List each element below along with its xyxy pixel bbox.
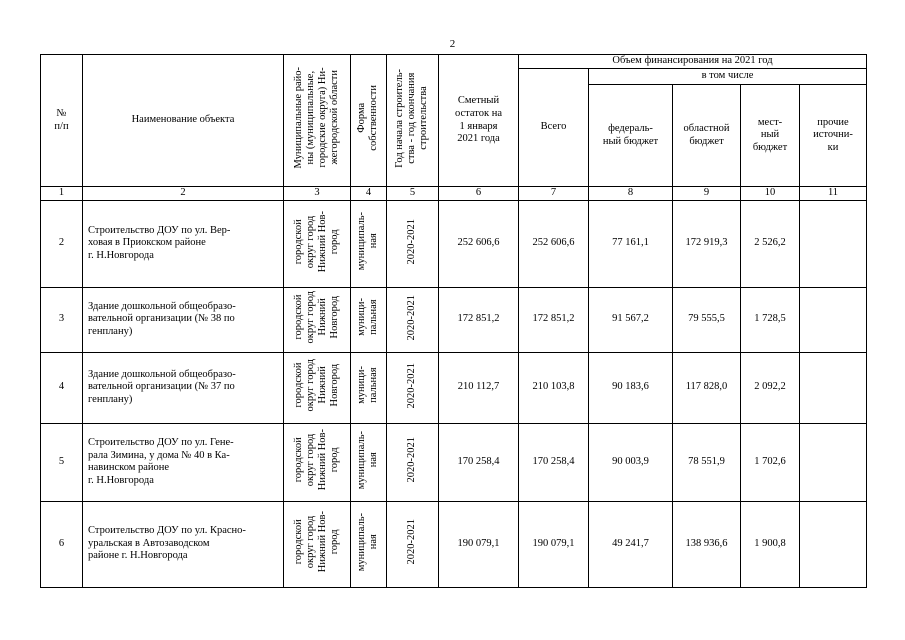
years: 2020-2021: [387, 501, 439, 587]
local: 2 092,2: [741, 352, 800, 423]
years: 2020-2021: [387, 200, 439, 287]
total: 172 851,2: [519, 287, 589, 352]
financing-table: [40, 54, 867, 588]
local: 1 702,6: [741, 423, 800, 501]
header-years: Год начала строитель- ства - год окончания строительства: [387, 55, 439, 187]
local: 1 728,5: [741, 287, 800, 352]
ownership: муници- пальная: [351, 287, 387, 352]
regional: 78 551,9: [673, 423, 741, 501]
row-num: 2: [41, 200, 83, 287]
header-funding: Объем финансирования на 2021 год: [519, 55, 867, 69]
header-district: Муниципальные райо- ны (муниципальные, городские округа) Ни- жегородской области: [284, 55, 351, 187]
ownership: муниципаль- ная: [351, 423, 387, 501]
header-name: Наименование объекта: [83, 55, 284, 187]
column-number: 11: [800, 187, 867, 201]
ownership: муници- пальная: [351, 352, 387, 423]
column-numbers-row: [41, 187, 867, 201]
district: городской округ город Нижний Нов- город: [284, 501, 351, 587]
table-row: [41, 287, 867, 352]
header-including: в том числе: [589, 69, 867, 85]
regional: 172 919,3: [673, 200, 741, 287]
column-number: 1: [41, 187, 83, 201]
district: городской округ город Нижний Нов- город: [284, 200, 351, 287]
other: [800, 200, 867, 287]
other: [800, 423, 867, 501]
balance: 170 258,4: [439, 423, 519, 501]
table-row: [41, 501, 867, 587]
other: [800, 501, 867, 587]
object-name: Здание дошкольной общеобразо- вательной организации (№ 37 по генплану): [83, 352, 284, 423]
object-name: Строительство ДОУ по ул. Красно- уральская в Автозаводском районе г. Н.Новгорода: [83, 501, 284, 587]
table-row: [41, 200, 867, 287]
total: 252 606,6: [519, 200, 589, 287]
federal: 90 003,9: [589, 423, 673, 501]
ownership: муниципаль- ная: [351, 501, 387, 587]
object-name: Строительство ДОУ по ул. Гене- рала Зимина, у дома № 40 в Ка- навинском районе г. Н.Новгорода: [83, 423, 284, 501]
balance: 190 079,1: [439, 501, 519, 587]
ownership: муниципаль- ная: [351, 200, 387, 287]
district: городской округ город Нижний Новгород: [284, 287, 351, 352]
years: 2020-2021: [387, 423, 439, 501]
district: городской округ город Нижний Новгород: [284, 352, 351, 423]
column-number: 8: [589, 187, 673, 201]
table-row: [41, 352, 867, 423]
federal: 91 567,2: [589, 287, 673, 352]
row-num: 3: [41, 287, 83, 352]
header-federal: федераль- ный бюджет: [589, 85, 673, 187]
column-number: 2: [83, 187, 284, 201]
regional: 138 936,6: [673, 501, 741, 587]
balance: 210 112,7: [439, 352, 519, 423]
balance: 172 851,2: [439, 287, 519, 352]
column-number: 4: [351, 187, 387, 201]
total: 190 079,1: [519, 501, 589, 587]
total: 210 103,8: [519, 352, 589, 423]
page-number: 2: [449, 38, 456, 50]
total: 170 258,4: [519, 423, 589, 501]
column-number: 3: [284, 187, 351, 201]
row-num: 4: [41, 352, 83, 423]
row-num: 6: [41, 501, 83, 587]
column-number: 5: [387, 187, 439, 201]
balance: 252 606,6: [439, 200, 519, 287]
local: 2 526,2: [741, 200, 800, 287]
column-number: 6: [439, 187, 519, 201]
header-num: № п/п: [41, 55, 83, 187]
years: 2020-2021: [387, 287, 439, 352]
local: 1 900,8: [741, 501, 800, 587]
years: 2020-2021: [387, 352, 439, 423]
federal: 49 241,7: [589, 501, 673, 587]
column-number: 7: [519, 187, 589, 201]
object-name: Строительство ДОУ по ул. Вер- ховая в Приокском районе г. Н.Новгорода: [83, 200, 284, 287]
regional: 79 555,5: [673, 287, 741, 352]
federal: 77 161,1: [589, 200, 673, 287]
header-other: прочие источни- ки: [800, 85, 867, 187]
row-num: 5: [41, 423, 83, 501]
column-number: 10: [741, 187, 800, 201]
other: [800, 352, 867, 423]
header-local: мест- ный бюджет: [741, 85, 800, 187]
header-balance: Сметный остаток на 1 января 2021 года: [439, 55, 519, 187]
column-number: 9: [673, 187, 741, 201]
district: городской округ город Нижний Нов- город: [284, 423, 351, 501]
header-total: Всего: [519, 69, 589, 187]
header-regional: областной бюджет: [673, 85, 741, 187]
table-row: [41, 423, 867, 501]
federal: 90 183,6: [589, 352, 673, 423]
object-name: Здание дошкольной общеобразо- вательной организации (№ 38 по генплану): [83, 287, 284, 352]
other: [800, 287, 867, 352]
header-ownership: Форма собственности: [351, 55, 387, 187]
regional: 117 828,0: [673, 352, 741, 423]
